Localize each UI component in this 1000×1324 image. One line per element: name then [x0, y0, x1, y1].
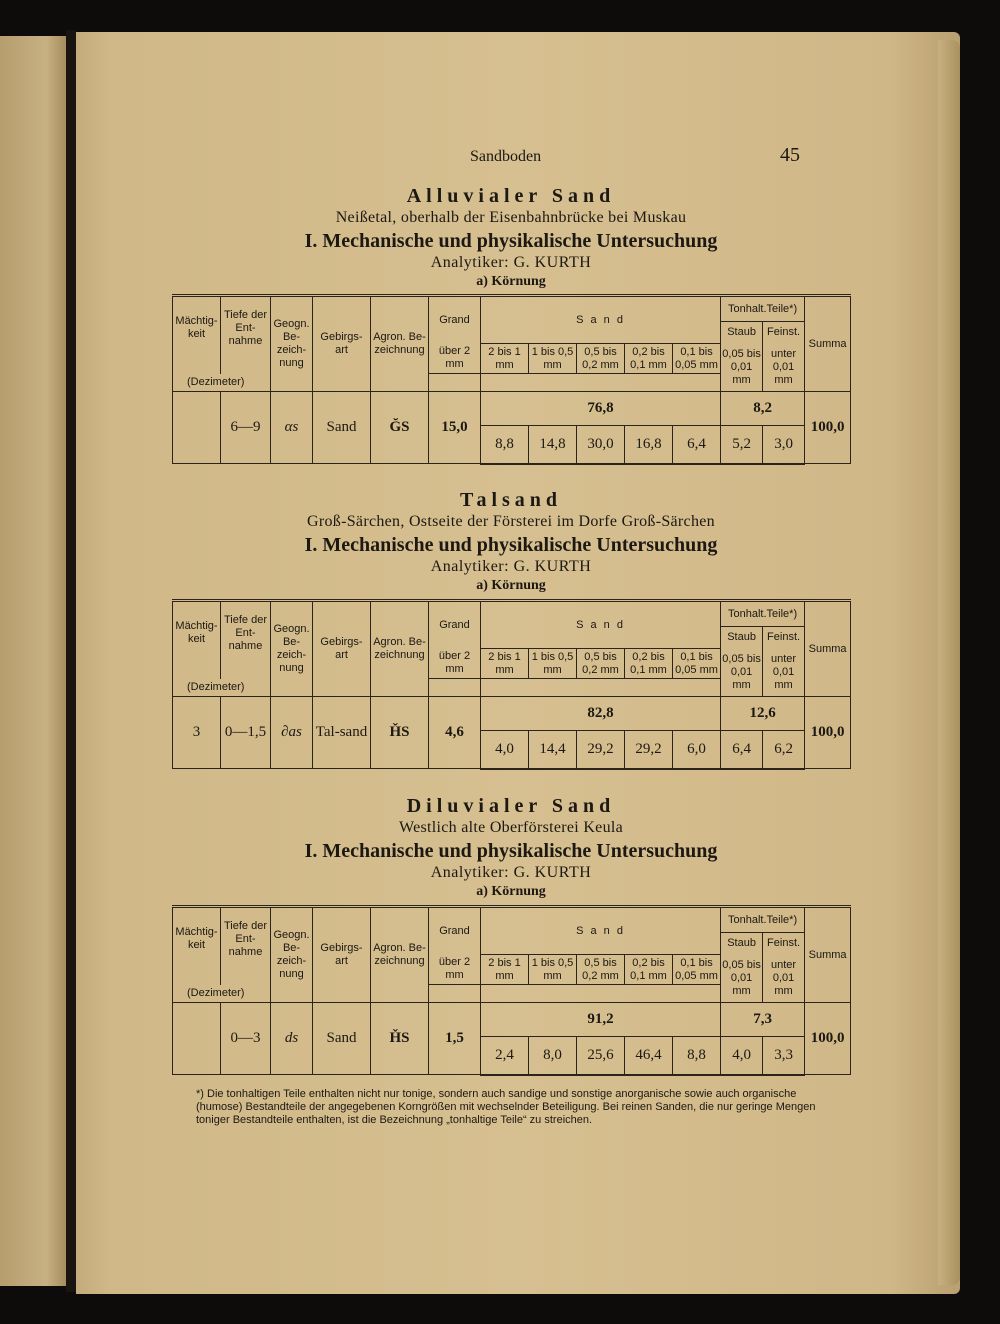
cell-gebirgsart: Sand — [313, 392, 371, 464]
col-sand-2: 2 bis 1 mm — [481, 649, 529, 679]
col-staub: Staub — [721, 627, 763, 649]
cell-sand-value: 8,0 — [529, 1037, 577, 1075]
subheading: a) Körnung — [476, 884, 546, 899]
col-sand-05: 0,5 bis 0,2 mm — [577, 344, 625, 374]
cell-gebirgsart: Tal-sand — [313, 697, 371, 769]
section-heading-2 — [174, 488, 848, 596]
col-grand: Grand — [429, 296, 481, 344]
col-summa: Summa — [805, 601, 851, 697]
col-gebirgsart: Gebirgs-art — [313, 907, 371, 1003]
col-staub-sub: 0,05 bis 0,01 mm — [721, 649, 763, 697]
grain-size-table-3 — [172, 905, 851, 1076]
col-sand-01: 0,1 bis 0,05 mm — [673, 955, 721, 985]
col-sand: S a n d — [481, 296, 721, 344]
sample-location: Westlich alte Oberförsterei Keula — [398, 819, 624, 836]
cell-staub: 4,0 — [721, 1037, 763, 1075]
col-feinst-sub: unter 0,01 mm — [763, 955, 805, 1003]
col-agron: Agron. Be-zeichnung — [371, 296, 429, 392]
section-heading-3 — [174, 794, 848, 902]
col-dezimeter: (Dezimeter) — [173, 679, 271, 697]
cell-sand-total: 76,8 — [481, 392, 721, 426]
col-tonhalt: Tonhalt.Teile*) — [721, 907, 805, 933]
col-grand: Grand — [429, 601, 481, 649]
cell-maechtigkeit — [173, 1003, 221, 1075]
cell-summa: 100,0 — [805, 1003, 851, 1075]
col-tiefe: Tiefe der Ent-nahme — [221, 907, 271, 985]
col-gebirgsart: Gebirgs-art — [313, 296, 371, 392]
col-sand-1: 1 bis 0,5 mm — [529, 955, 577, 985]
cell-staub: 5,2 — [721, 426, 763, 464]
col-staub-sub: 0,05 bis 0,01 mm — [721, 955, 763, 1003]
running-head: Sandboden — [470, 148, 542, 165]
page-edge-stack — [938, 40, 960, 1285]
cell-sand-value: 4,0 — [481, 731, 529, 769]
footnote: *) Die tonhaltigen Teile enthalten nicht nur tonige, sondern auch sandige und sonstige anorganische sowie auch organische (humose) Bestandteile der angegebenen Korngrößen mit wechselnder Beteiligung. Bei reinen Sanden, die nur geringe Mengen toniger Bestandteile enthalten, ist die Bezeichnung „tonhaltige Teile“ zu streichen. — [196, 1088, 816, 1126]
col-tiefe: Tiefe der Ent-nahme — [221, 601, 271, 679]
cell-sand-value: 30,0 — [577, 426, 625, 464]
col-agron: Agron. Be-zeichnung — [371, 907, 429, 1003]
book-gutter — [66, 30, 76, 1292]
col-sand-02: 0,2 bis 0,1 mm — [625, 649, 673, 679]
col-dezimeter: (Dezimeter) — [173, 985, 271, 1003]
col-geogn: Geogn. Be-zeich-nung — [271, 601, 313, 697]
analysis-heading: I. Mechanische und physikalische Untersuchung — [304, 230, 718, 252]
cell-ton-total: 12,6 — [721, 697, 805, 731]
section-title: Alluvialer Sand — [406, 185, 616, 207]
cell-sand-total: 91,2 — [481, 1003, 721, 1037]
analyst-line: Analytiker: G. KURTH — [430, 558, 592, 575]
cell-agron: ȞS — [371, 697, 429, 769]
cell-sand-value: 14,4 — [529, 731, 577, 769]
col-grand-sub: über 2 mm — [429, 649, 481, 679]
cell-gebirgsart: Sand — [313, 1003, 371, 1075]
cell-ton-total: 8,2 — [721, 392, 805, 426]
cell-ton-total: 7,3 — [721, 1003, 805, 1037]
col-sand-01: 0,1 bis 0,05 mm — [673, 344, 721, 374]
page-number: 45 — [780, 144, 800, 166]
cell-geogn: αs — [271, 392, 313, 464]
cell-sand-value: 8,8 — [673, 1037, 721, 1075]
sample-location: Groß-Särchen, Ostseite der Försterei im Dorfe Groß-Särchen — [307, 513, 715, 530]
cell-sand-value: 14,8 — [529, 426, 577, 464]
cell-feinst: 3,0 — [763, 426, 805, 464]
col-sand: S a n d — [481, 601, 721, 649]
col-feinst: Feinst. — [763, 627, 805, 649]
section-title: Diluvialer Sand — [406, 795, 616, 817]
col-grand-sub: über 2 mm — [429, 955, 481, 985]
col-maechtigkeit: Mächtig-keit — [173, 601, 221, 679]
analysis-heading: I. Mechanische und physikalische Untersuchung — [304, 534, 718, 556]
col-sand-2: 2 bis 1 mm — [481, 344, 529, 374]
col-grand: Grand — [429, 907, 481, 955]
col-sand-1: 1 bis 0,5 mm — [529, 649, 577, 679]
col-sand-02: 0,2 bis 0,1 mm — [625, 955, 673, 985]
col-dezimeter: (Dezimeter) — [173, 374, 271, 392]
cell-tiefe: 0—3 — [221, 1003, 271, 1075]
analyst-line: Analytiker: G. KURTH — [430, 254, 592, 271]
cell-summa: 100,0 — [805, 392, 851, 464]
cell-grand: 1,5 — [429, 1003, 481, 1075]
sample-location: Neißetal, oberhalb der Eisenbahnbrücke bei Muskau — [335, 209, 687, 226]
col-feinst-sub: unter 0,01 mm — [763, 649, 805, 697]
col-sand-01: 0,1 bis 0,05 mm — [673, 649, 721, 679]
col-tonhalt: Tonhalt.Teile*) — [721, 601, 805, 627]
cell-grand: 4,6 — [429, 697, 481, 769]
col-summa: Summa — [805, 296, 851, 392]
section-title: Talsand — [459, 489, 563, 511]
col-sand: S a n d — [481, 907, 721, 955]
col-sand-05: 0,5 bis 0,2 mm — [577, 649, 625, 679]
subheading: a) Körnung — [476, 274, 546, 289]
cell-sand-value: 29,2 — [577, 731, 625, 769]
grain-size-table-1 — [172, 294, 851, 465]
cell-maechtigkeit — [173, 392, 221, 464]
col-gebirgsart: Gebirgs-art — [313, 601, 371, 697]
cell-staub: 6,4 — [721, 731, 763, 769]
section-heading-1 — [174, 184, 848, 292]
analyst-line: Analytiker: G. KURTH — [430, 864, 592, 881]
cell-sand-value: 29,2 — [625, 731, 673, 769]
col-maechtigkeit: Mächtig-keit — [173, 296, 221, 374]
col-staub: Staub — [721, 933, 763, 955]
cell-tiefe: 6—9 — [221, 392, 271, 464]
col-staub-sub: 0,05 bis 0,01 mm — [721, 344, 763, 392]
col-feinst: Feinst. — [763, 322, 805, 344]
col-grand-sub: über 2 mm — [429, 344, 481, 374]
cell-grand: 15,0 — [429, 392, 481, 464]
col-sand-1: 1 bis 0,5 mm — [529, 344, 577, 374]
cell-sand-value: 46,4 — [625, 1037, 673, 1075]
cell-agron: ĞS — [371, 392, 429, 464]
cell-maechtigkeit: 3 — [173, 697, 221, 769]
col-geogn: Geogn. Be-zeich-nung — [271, 296, 313, 392]
col-feinst: Feinst. — [763, 933, 805, 955]
cell-summa: 100,0 — [805, 697, 851, 769]
col-maechtigkeit: Mächtig-keit — [173, 907, 221, 985]
grain-size-table-2 — [172, 599, 851, 770]
analysis-heading: I. Mechanische und physikalische Untersuchung — [304, 840, 718, 862]
cell-geogn: ∂as — [271, 697, 313, 769]
col-sand-05: 0,5 bis 0,2 mm — [577, 955, 625, 985]
cell-sand-value: 6,0 — [673, 731, 721, 769]
cell-sand-total: 82,8 — [481, 697, 721, 731]
col-tiefe: Tiefe der Ent-nahme — [221, 296, 271, 374]
subheading: a) Körnung — [476, 578, 546, 593]
cell-feinst: 3,3 — [763, 1037, 805, 1075]
col-summa: Summa — [805, 907, 851, 1003]
cell-geogn: ds — [271, 1003, 313, 1075]
cell-sand-value: 6,4 — [673, 426, 721, 464]
facing-page-edge — [0, 36, 66, 1286]
col-sand-2: 2 bis 1 mm — [481, 955, 529, 985]
col-sand-02: 0,2 bis 0,1 mm — [625, 344, 673, 374]
cell-sand-value: 16,8 — [625, 426, 673, 464]
cell-feinst: 6,2 — [763, 731, 805, 769]
col-agron: Agron. Be-zeichnung — [371, 601, 429, 697]
col-geogn: Geogn. Be-zeich-nung — [271, 907, 313, 1003]
col-tonhalt: Tonhalt.Teile*) — [721, 296, 805, 322]
cell-sand-value: 8,8 — [481, 426, 529, 464]
col-staub: Staub — [721, 322, 763, 344]
cell-tiefe: 0—1,5 — [221, 697, 271, 769]
col-feinst-sub: unter 0,01 mm — [763, 344, 805, 392]
cell-agron: ȞS — [371, 1003, 429, 1075]
cell-sand-value: 2,4 — [481, 1037, 529, 1075]
cell-sand-value: 25,6 — [577, 1037, 625, 1075]
